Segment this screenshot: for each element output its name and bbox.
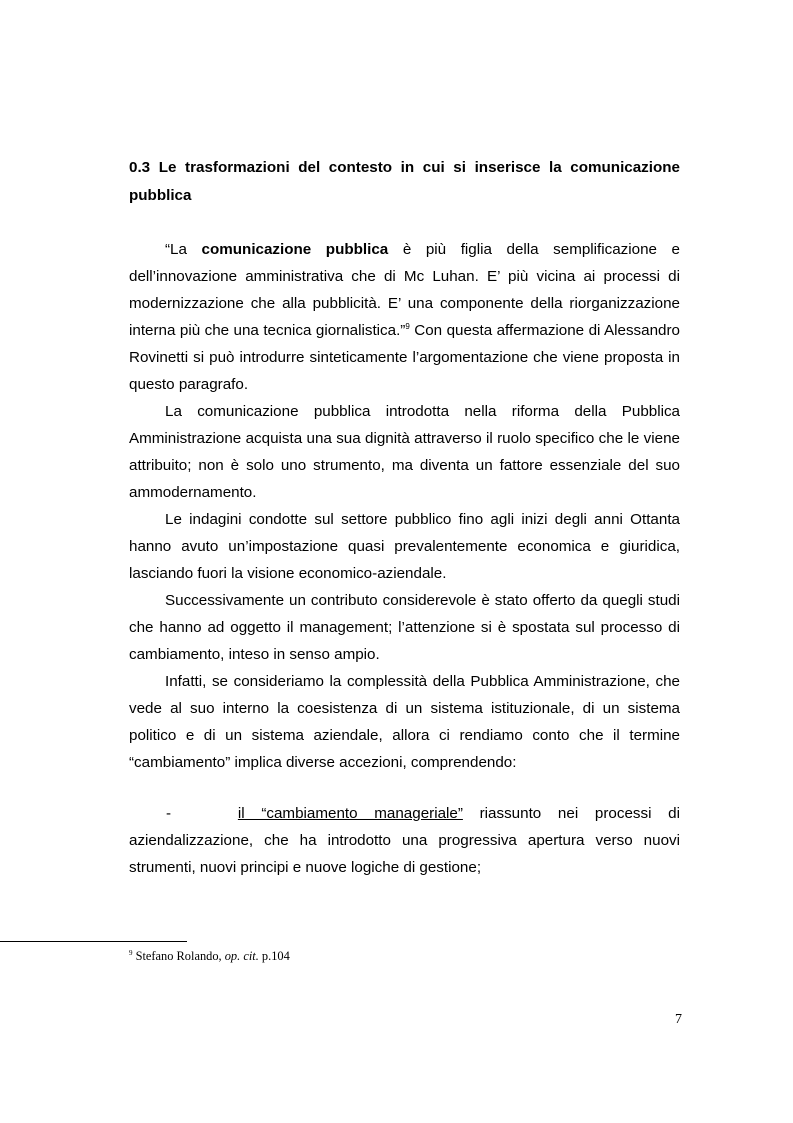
- paragraph-2: La comunicazione pubblica introdotta nella riforma della Pubblica Amministrazione acquista una sua dignità attraverso il ruolo specifico che le viene attribuito; non è solo uno strumento, ma diventa un fattore essenziale del suo ammodernamento.: [129, 403, 680, 501]
- section-heading-line-2: pubblica: [129, 187, 192, 204]
- section-heading: [129, 154, 680, 210]
- paragraph-1-text-b: Con questa affermazione di Alessandro Rovinetti si può introdurre sinteticamente l’argomentazione che viene proposta in questo paragrafo.: [129, 322, 680, 393]
- section-heading-line-1: 0.3 Le trasformazioni del contesto in cui si inserisce la comunicazione: [129, 159, 680, 176]
- bullet-item: [129, 800, 680, 881]
- paragraph-1: [129, 236, 680, 398]
- footnote-author: Stefano Rolando,: [132, 949, 225, 963]
- footnote-number: 9: [129, 949, 133, 957]
- bullet-underlined-text: il “cambiamento manageriale”: [237, 805, 463, 822]
- footnote-reference: 9: [405, 322, 410, 331]
- bullet-first-line: [129, 800, 680, 827]
- footnote-divider: [0, 941, 187, 942]
- page-number: 7: [675, 1012, 682, 1027]
- bullet-dash: -: [166, 805, 172, 822]
- paragraph-3: Le indagini condotte sul settore pubblico fino agli inizi degli anni Ottanta hanno avuto un’impostazione quasi prevalentemente economica e giuridica, lasciando fuori la visione economico-aziendale.: [129, 511, 680, 582]
- footnote: [129, 947, 579, 965]
- bullet-first-line-rest: riassunto nei processi di: [462, 805, 680, 822]
- footnote-page-ref: p.104: [258, 949, 290, 963]
- bold-term: comunicazione pubblica: [201, 241, 389, 258]
- paragraph-5: Infatti, se consideriamo la complessità della Pubblica Amministrazione, che vede al suo interno la coesistenza di un sistema istituzionale, di un sistema politico e di un sistema aziendale, allora ci rendiamo conto che il termine “cambiamento” implica diverse accezioni, comprendendo:: [129, 673, 680, 771]
- body-text: [129, 236, 680, 776]
- paragraph-1-text-a: è più figlia della semplificazione e dell’innovazione amministrativa che di Mc Luhan. E’ più vicina ai processi di modernizzazione che alla pubblicità. E’ una componente della riorganizzazione interna più che una tecnica giornalistica.”: [129, 241, 681, 339]
- footnote-citation: op. cit.: [224, 949, 259, 963]
- paragraph-4: Successivamente un contributo considerevole è stato offerto da quegli studi che hanno ad oggetto il management; l’attenzione si è spostata sul processo di cambiamento, inteso in senso ampio.: [129, 592, 680, 663]
- opening-quote: “La: [165, 241, 202, 258]
- bullet-continuation: aziendalizzazione, che ha introdotto una progressiva apertura verso nuovi strumenti, nuovi principi e nuove logiche di gestione;: [129, 832, 680, 876]
